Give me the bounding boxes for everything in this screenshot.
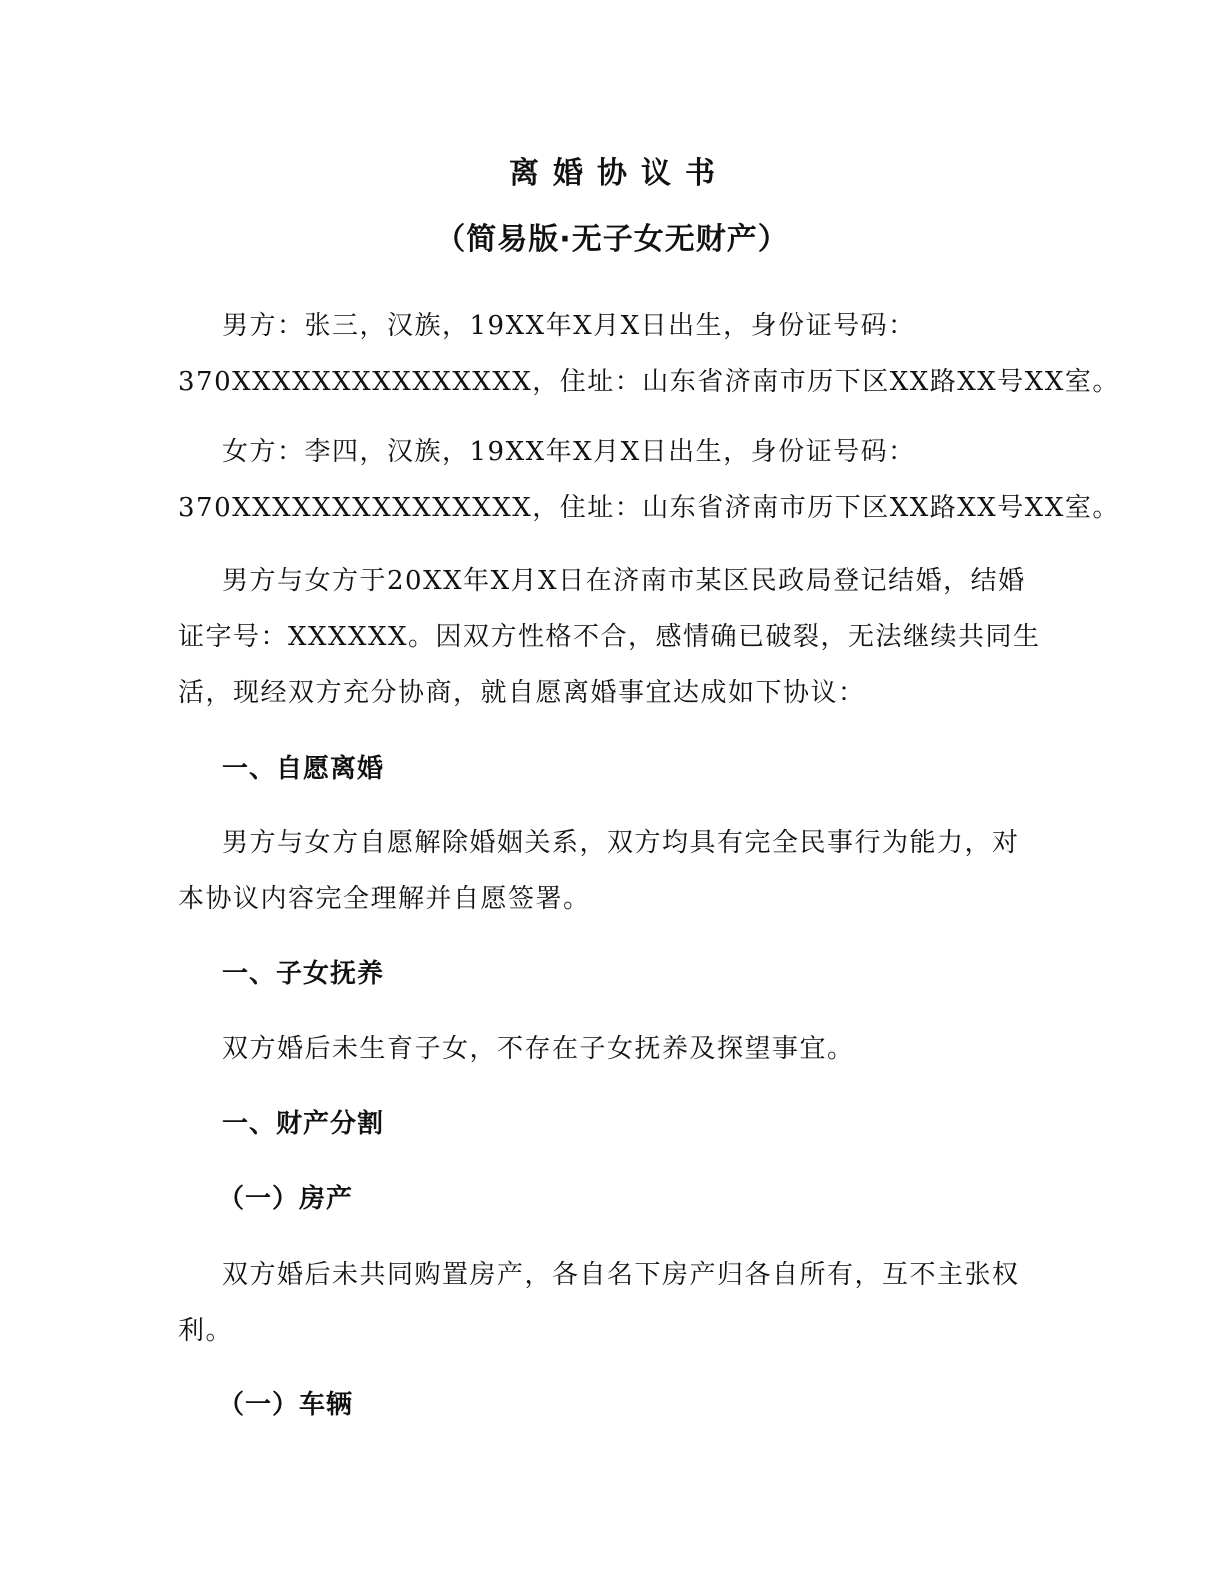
wife-line-2: 370XXXXXXXXXXXXXXX，住址：山东省济南市历下区XX路XX号XX室。 <box>178 493 1120 523</box>
section-2-paragraph <box>178 1021 1036 1077</box>
section-1-heading: 一、自愿离婚 <box>222 754 385 784</box>
intro-line-2: 证字号：XXXXXX。因双方性格不合，感情确已破裂，无法继续共同生 <box>178 622 1041 652</box>
husband-line-1: 男方：张三，汉族，19XX年X月X日出生，身份证号码： <box>222 311 916 341</box>
intro-paragraph <box>178 553 1041 721</box>
wife-line-1: 女方：李四，汉族，19XX年X月X日出生，身份证号码： <box>222 437 916 467</box>
section-3-heading: 一、财产分割 <box>222 1109 385 1139</box>
section-3-sub-2-heading: （一）车辆 <box>218 1390 354 1420</box>
section-1-line-1: 男方与女方自愿解除婚姻关系，双方均具有完全民事行为能力，对 <box>222 828 1020 858</box>
intro-line-1: 男方与女方于20XX年X月X日在济南市某区民政局登记结婚，结婚 <box>222 566 1026 596</box>
section-1-line-2: 本协议内容完全理解并自愿签署。 <box>178 884 591 914</box>
section-3-sub-1-heading: （一）房产 <box>218 1184 354 1214</box>
husband-line-2: 370XXXXXXXXXXXXXXX，住址：山东省济南市历下区XX路XX号XX室。 <box>178 367 1120 397</box>
section-2-line-1: 双方婚后未生育子女，不存在子女抚养及探望事宜。 <box>222 1034 855 1064</box>
section-3-sub-1-line-2: 利。 <box>178 1316 234 1346</box>
section-2-heading: 一、子女抚养 <box>222 959 385 989</box>
section-3-sub-1-line-1: 双方婚后未共同购置房产，各自名下房产归各自所有，互不主张权 <box>222 1260 1020 1290</box>
section-1-paragraph <box>178 815 1036 927</box>
wife-paragraph <box>178 424 1120 536</box>
document-title: 离婚协议书 <box>509 156 729 191</box>
document-subtitle: （简易版·无子女无财产） <box>435 222 789 257</box>
husband-paragraph <box>178 298 1120 410</box>
section-3-sub-1-paragraph <box>178 1247 1036 1359</box>
intro-line-3: 活，现经双方充分协商，就自愿离婚事宜达成如下协议： <box>178 678 866 708</box>
